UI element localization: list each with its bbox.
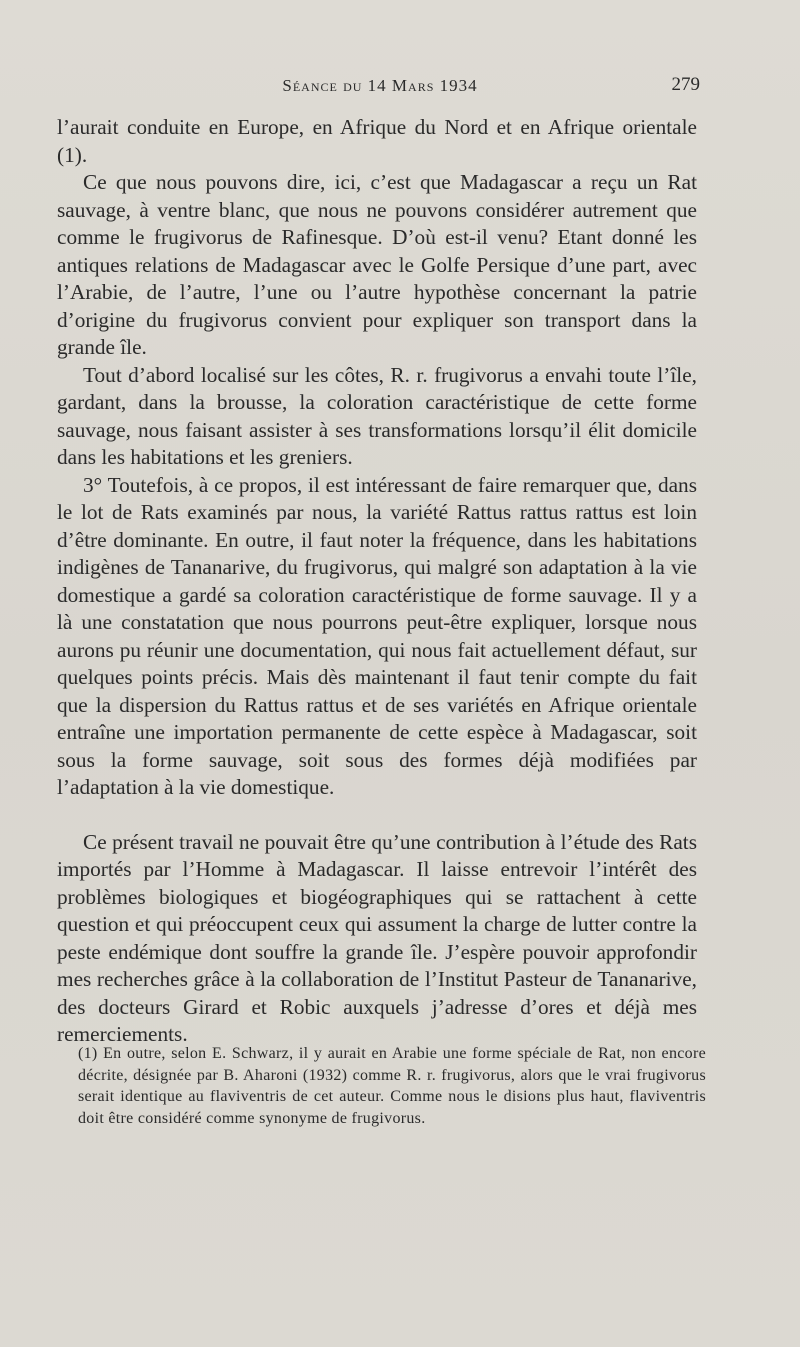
paragraph-conclusion: Ce présent travail ne pouvait être qu’une contribution à l’étude des Rats importés par l’Homme à Madagascar. Il laisse entrevoir l’intérêt des problèmes biologiques et biogéographiques qui se rattachent à cette question et qui préoccupent ceux qui assument la charge de lutter contre la peste endémique dont souffre la grande île. J’espère pouvoir approfondir mes recherches grâce à la collaboration de l’Institut Pasteur de Tananarive, des docteurs Girard et Robic auxquels j’adresse d’ores et déjà mes remerciements. bbox=[57, 829, 697, 1046]
main-text bbox=[57, 114, 697, 1049]
paragraph-madagascar-rat: Ce que nous pouvons dire, ici, c’est que Madagascar a reçu un Rat sauvage, à ventre blanc, que nous ne pouvons considérer autrement que comme le frugivorus de Rafinesque. D’où est-il venu? Etant donné les antiques relations de Madagascar avec le Golfe Persique d’une part, avec l’Arabie, de l’autre, l’une ou l’autre hypothèse concernant la patrie d’origine du frugivorus convient pour expliquer son transport dans la grande île. bbox=[57, 170, 697, 359]
footnote-text: (1) En outre, selon E. Schwarz, il y aurait en Arabie une forme spéciale de Rat, non encore décrite, désignée par B. Aharoni (1932) comme R. r. frugivorus, alors que le vrai frugivorus serait identique au flaviventris de cet auteur. Comme nous le disions plus haut, flaviventris doit être considéré comme synonyme de frugivorus. bbox=[78, 1045, 706, 1127]
page-header bbox=[60, 72, 700, 102]
page-number: 279 bbox=[671, 74, 700, 95]
footnote bbox=[78, 1043, 706, 1129]
paragraph-point-3: 3° Toutefois, à ce propos, il est intéressant de faire remarquer que, dans le lot de Rats examinés par nous, la variété Rattus rattus rattus est loin d’être dominante. En outre, il faut noter la fréquence, dans les habitations indigènes de Tananarive, du frugivorus, qui malgré son adaptation à la vie domestique a gardé sa coloration caractéristique de forme sauvage. Il y a là une constatation que nous pourrons peut-être expliquer, lorsque nous aurons pu réunir une documentation, qui nous fait actuellement défaut, sur quelques points précis. Mais dès maintenant il faut tenir compte du fait que la dispersion du Rattus rattus et de ses variétés en Afrique orientale entraîne une importation permanente de cette espèce à Madagascar, soit sous la forme sauvage, soit sous des formes déjà modifiées par l’adaptation à la vie domestique. bbox=[57, 472, 697, 799]
paragraph-continuation: l’aurait conduite en Europe, en Afrique du Nord et en Afrique orientale (1). bbox=[57, 115, 697, 167]
paragraph-localisation: Tout d’abord localisé sur les côtes, R. r. frugivorus a envahi toute l’île, gardant, dans la brousse, la coloration caractéristique de cette forme sauvage, nous faisant assister à ses transformations lorsqu’il élit domicile dans les habitations et les greniers. bbox=[57, 362, 697, 469]
running-head: Séance du 14 Mars 1934 bbox=[282, 76, 478, 95]
